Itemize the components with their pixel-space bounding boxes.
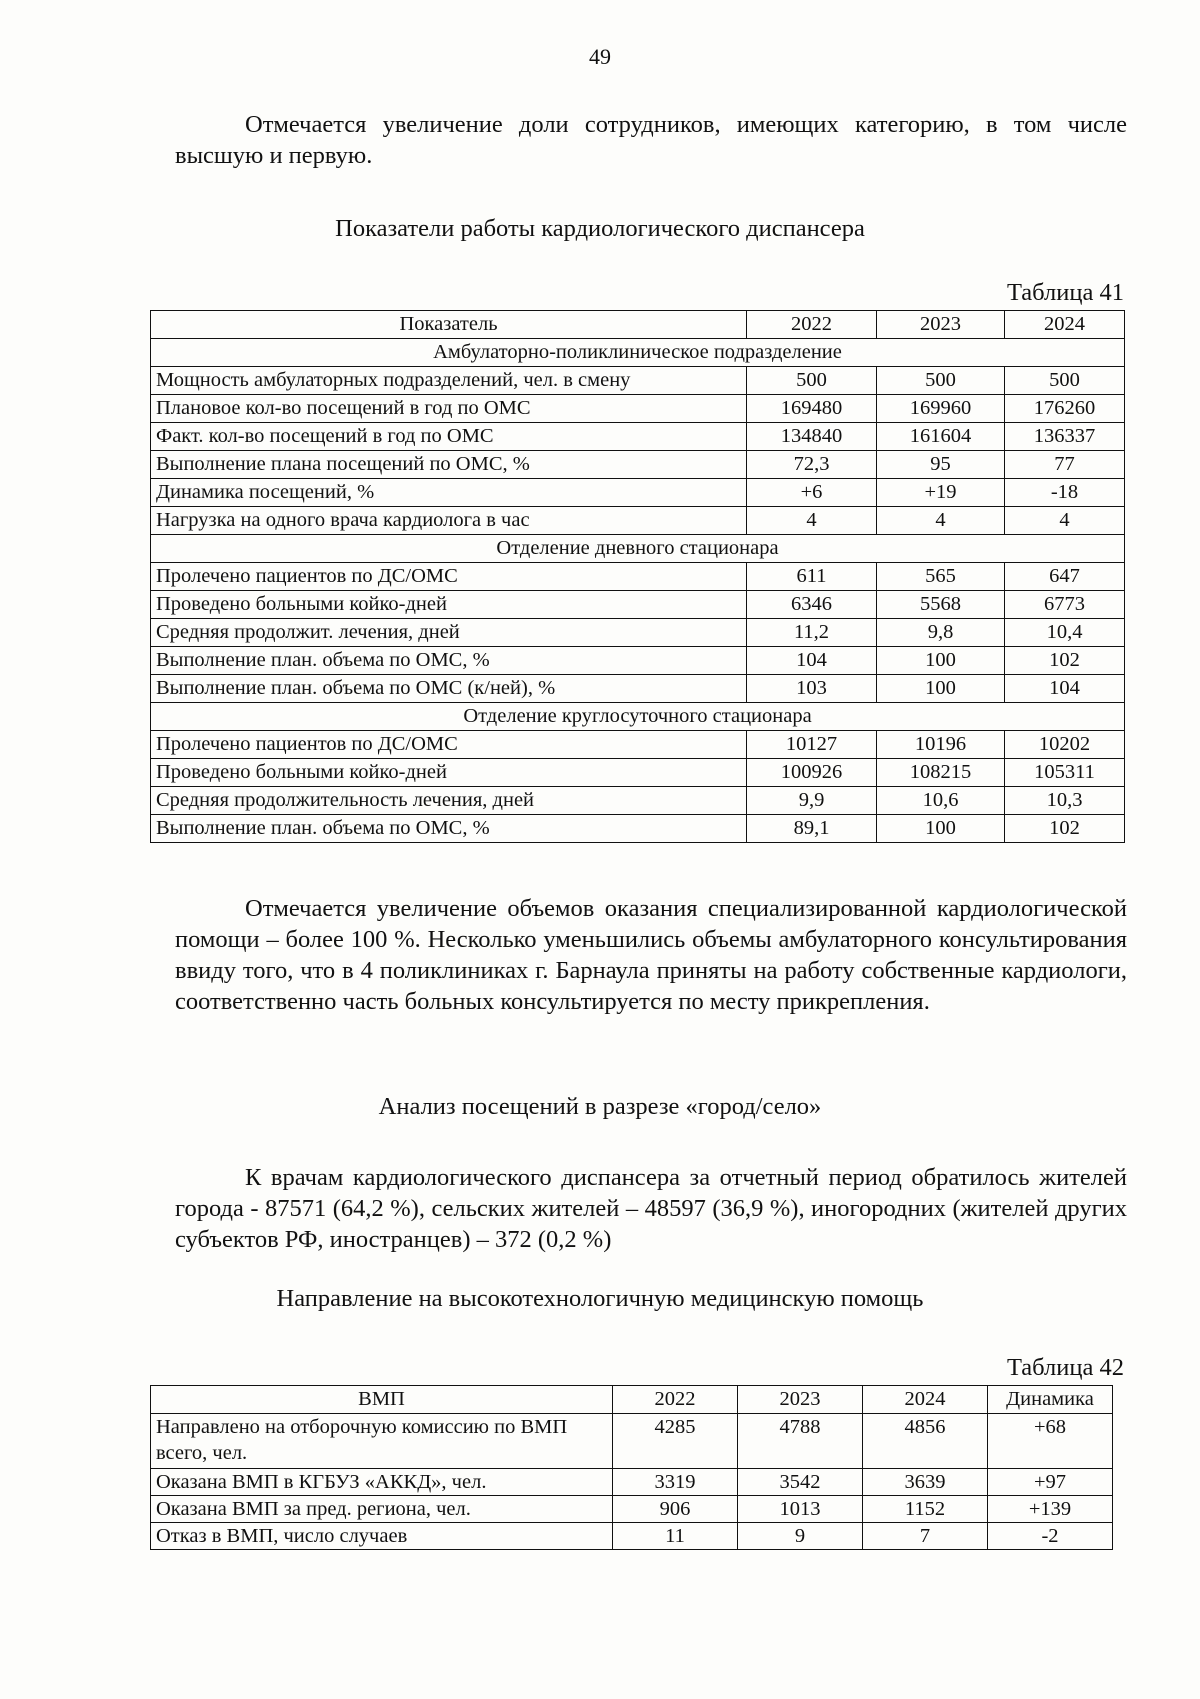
table41-cell-value: 103 <box>747 675 877 703</box>
table41-section-row <box>151 535 1125 563</box>
table41-cell-value: 500 <box>1005 367 1125 395</box>
table42-cell-value: 1152 <box>863 1496 988 1523</box>
table42-cell-value: -2 <box>988 1523 1113 1550</box>
table41-header-year: 2022 <box>747 311 877 339</box>
table41-cell-value: 6773 <box>1005 591 1125 619</box>
table41-cell-value: 10,3 <box>1005 787 1125 815</box>
table41-cell-value: 72,3 <box>747 451 877 479</box>
table41-row-label: Выполнение план. объема по ОМС, % <box>151 815 747 843</box>
table41-cell-value: 89,1 <box>747 815 877 843</box>
table-row <box>151 787 1125 815</box>
table41-cell-value: 500 <box>747 367 877 395</box>
table41-cell-value: 105311 <box>1005 759 1125 787</box>
table41-section-row <box>151 339 1125 367</box>
table42-cell-value: 1013 <box>738 1496 863 1523</box>
table41-row-label: Нагрузка на одного врача кардиолога в час <box>151 507 747 535</box>
table-row <box>151 675 1125 703</box>
table41-cell-value: 176260 <box>1005 395 1125 423</box>
table-row <box>151 1414 1113 1469</box>
table41-section-title: Отделение дневного стационара <box>151 535 1125 563</box>
table41-cell-value: 5568 <box>877 591 1005 619</box>
table41-cell-value: 102 <box>1005 815 1125 843</box>
table41-cell-value: 6346 <box>747 591 877 619</box>
table41-cell-value: 4 <box>877 507 1005 535</box>
table41-cell-value: 100 <box>877 675 1005 703</box>
table41-cell-value: 100 <box>877 815 1005 843</box>
table-row <box>151 507 1125 535</box>
table42-cell-value: +97 <box>988 1469 1113 1496</box>
table41 <box>150 310 1125 843</box>
table-row <box>151 591 1125 619</box>
table42-cell-value: 3639 <box>863 1469 988 1496</box>
table42-header-year: 2024 <box>863 1386 988 1414</box>
table41-row-label: Проведено больными койко-дней <box>151 591 747 619</box>
table-row <box>151 1523 1113 1550</box>
table42-cell-value: 906 <box>613 1496 738 1523</box>
table41-cell-value: 100 <box>877 647 1005 675</box>
table41-header-row <box>151 311 1125 339</box>
table42-heading: Направление на высокотехнологичную медицинскую помощь <box>276 1285 924 1312</box>
paragraph-after-table41 <box>175 893 1127 1017</box>
table-row <box>151 1496 1113 1523</box>
table42-header-dynamics: Динамика <box>988 1386 1113 1414</box>
table-row <box>151 395 1125 423</box>
table42-cell-value: +139 <box>988 1496 1113 1523</box>
table42-cell-value: +68 <box>988 1414 1113 1469</box>
table41-header-year: 2023 <box>877 311 1005 339</box>
table42-header-row <box>151 1386 1113 1414</box>
table41-cell-value: 611 <box>747 563 877 591</box>
table42-caption: Таблица 42 <box>1006 1354 1124 1381</box>
table41-cell-value: 10127 <box>747 731 877 759</box>
table41-cell-value: 9,9 <box>747 787 877 815</box>
table41-row-label: Плановое кол-во посещений в год по ОМС <box>151 395 747 423</box>
table41-cell-value: 100926 <box>747 759 877 787</box>
table41-cell-value: 104 <box>747 647 877 675</box>
table41-row-label: Пролечено пациентов по ДС/ОМС <box>151 563 747 591</box>
table41-cell-value: +19 <box>877 479 1005 507</box>
table42-row-label: Направлено на отборочную комиссию по ВМП всего, чел. <box>151 1414 613 1469</box>
table41-cell-value: 95 <box>877 451 1005 479</box>
table42-row-label: Отказ в ВМП, число случаев <box>151 1523 613 1550</box>
table41-row-label: Выполнение план. объема по ОМС, % <box>151 647 747 675</box>
table42-cell-value: 4856 <box>863 1414 988 1469</box>
table41-cell-value: 161604 <box>877 423 1005 451</box>
table-row <box>151 451 1125 479</box>
table42-header-vmp: ВМП <box>151 1386 613 1414</box>
paragraph-after-table41-text: Отмечается увеличение объемов оказания специализированной кардиологической помощи – более 100 %. Несколько уменьшились объемы амбулаторного консультирования ввиду того, что в 4 поликлиниках г. Барнаула приняты на работу собственные кардиологи, соответственно часть больных консультируется по месту прикрепления. <box>175 895 1127 1015</box>
table-row <box>151 759 1125 787</box>
table42 <box>150 1385 1113 1550</box>
table41-cell-value: -18 <box>1005 479 1125 507</box>
table41-cell-value: 10202 <box>1005 731 1125 759</box>
table41-cell-value: 136337 <box>1005 423 1125 451</box>
table42-header-year: 2023 <box>738 1386 863 1414</box>
table41-section-title: Амбулаторно-поликлиническое подразделение <box>151 339 1125 367</box>
table-row <box>151 619 1125 647</box>
table42-cell-value: 4285 <box>613 1414 738 1469</box>
table42-cell-value: 3542 <box>738 1469 863 1496</box>
table42-row-label: Оказана ВМП за пред. региона, чел. <box>151 1496 613 1523</box>
table-row <box>151 563 1125 591</box>
table41-heading: Показатели работы кардиологического диспансера <box>335 215 865 242</box>
table42-cell-value: 9 <box>738 1523 863 1550</box>
table-row <box>151 479 1125 507</box>
intro-paragraph-text: Отмечается увеличение доли сотрудников, имеющих категорию, в том числе высшую и первую. <box>175 111 1127 169</box>
table41-cell-value: 169480 <box>747 395 877 423</box>
table41-cell-value: 77 <box>1005 451 1125 479</box>
table41-cell-value: 108215 <box>877 759 1005 787</box>
table41-cell-value: 4 <box>747 507 877 535</box>
table41-row-label: Выполнение плана посещений по ОМС, % <box>151 451 747 479</box>
table41-cell-value: 10,4 <box>1005 619 1125 647</box>
table41-cell-value: 134840 <box>747 423 877 451</box>
table41-section-row <box>151 703 1125 731</box>
table-row <box>151 367 1125 395</box>
table41-header-year: 2024 <box>1005 311 1125 339</box>
table41-cell-value: 565 <box>877 563 1005 591</box>
table-row <box>151 423 1125 451</box>
table41-row-label: Проведено больными койко-дней <box>151 759 747 787</box>
table-row <box>151 815 1125 843</box>
table42-cell-value: 7 <box>863 1523 988 1550</box>
table41-cell-value: 102 <box>1005 647 1125 675</box>
table41-cell-value: 10196 <box>877 731 1005 759</box>
table41-cell-value: 11,2 <box>747 619 877 647</box>
table41-section-title: Отделение круглосуточного стационара <box>151 703 1125 731</box>
table-row <box>151 731 1125 759</box>
table41-caption: Таблица 41 <box>1006 279 1124 306</box>
table41-cell-value: +6 <box>747 479 877 507</box>
visits-paragraph <box>175 1162 1127 1255</box>
table41-cell-value: 10,6 <box>877 787 1005 815</box>
table42-cell-value: 11 <box>613 1523 738 1550</box>
table41-row-label: Пролечено пациентов по ДС/ОМС <box>151 731 747 759</box>
table41-row-label: Средняя продолжит. лечения, дней <box>151 619 747 647</box>
table41-cell-value: 9,8 <box>877 619 1005 647</box>
table41-cell-value: 500 <box>877 367 1005 395</box>
table41-row-label: Средняя продолжительность лечения, дней <box>151 787 747 815</box>
table41-row-label: Мощность амбулаторных подразделений, чел. в смену <box>151 367 747 395</box>
table41-cell-value: 104 <box>1005 675 1125 703</box>
intro-paragraph <box>175 109 1127 171</box>
table41-cell-value: 647 <box>1005 563 1125 591</box>
page-number: 49 <box>589 44 611 69</box>
table42-header-year: 2022 <box>613 1386 738 1414</box>
table42-cell-value: 3319 <box>613 1469 738 1496</box>
table41-header-indicator: Показатель <box>151 311 747 339</box>
table42-cell-value: 4788 <box>738 1414 863 1469</box>
table41-cell-value: 4 <box>1005 507 1125 535</box>
table41-row-label: Выполнение план. объема по ОМС (к/ней), % <box>151 675 747 703</box>
table41-row-label: Динамика посещений, % <box>151 479 747 507</box>
table-row <box>151 647 1125 675</box>
table-row <box>151 1469 1113 1496</box>
visits-paragraph-text: К врачам кардиологического диспансера за отчетный период обратилось жителей города - 87571 (64,2 %), сельских жителей – 48597 (36,9 %), иногородних (жителей других субъектов РФ, иностранцев) – 372 (0,2 %) <box>175 1164 1127 1253</box>
table41-cell-value: 169960 <box>877 395 1005 423</box>
visits-heading: Анализ посещений в разрезе «город/село» <box>378 1093 822 1120</box>
table41-row-label: Факт. кол-во посещений в год по ОМС <box>151 423 747 451</box>
table42-row-label: Оказана ВМП в КГБУЗ «АККД», чел. <box>151 1469 613 1496</box>
